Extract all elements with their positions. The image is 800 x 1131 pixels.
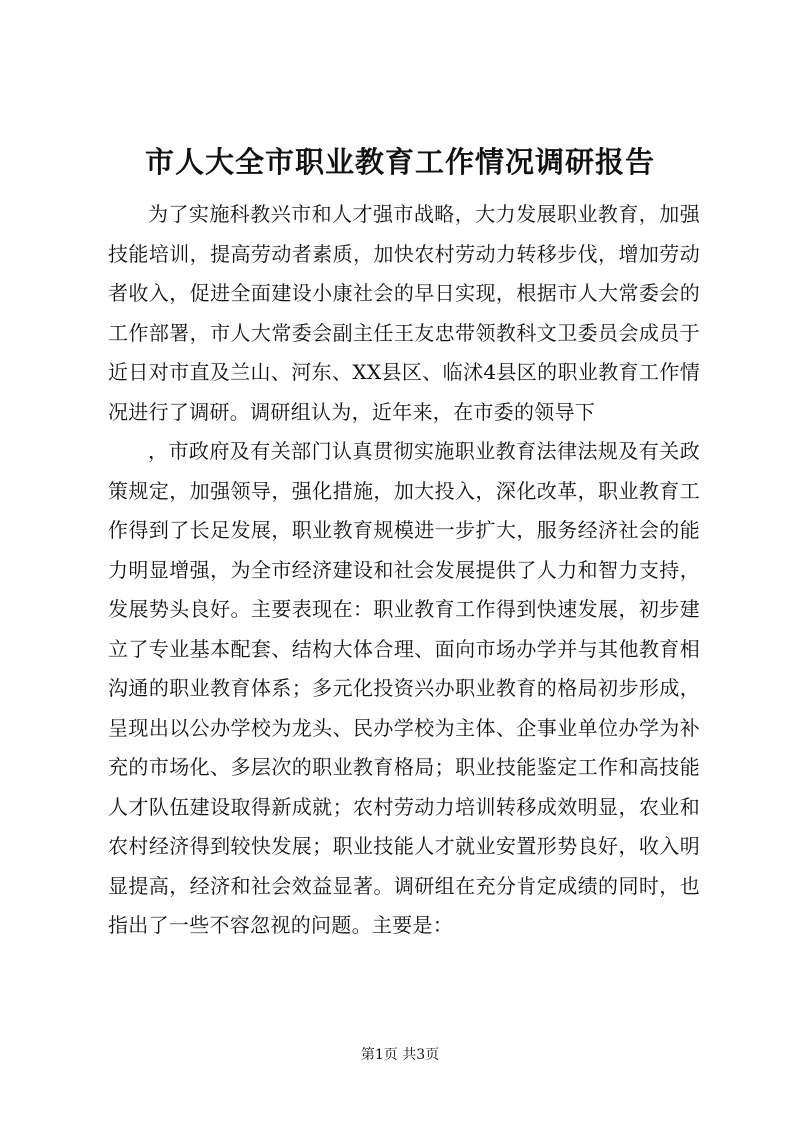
paragraph-1: 为了实施科教兴市和人才强市战略，大力发展职业教育，加强技能培训，提高劳动者素质，加快农村劳动力转移步伐，增加劳动者收入，促进全面建设小康社会的早日实现，根据市人大常委会的工作部署，市人大常委会副主任王友忠带领教科文卫委员会成员于近日对市直及兰山、河东、XX县区、临沭4县区的职业教育工作情况进行了调研。调研组认为，近年来，在市委的领导下 bbox=[108, 202, 700, 424]
document-body bbox=[108, 195, 700, 946]
page-footer: 第1页 共3页 bbox=[360, 1047, 440, 1063]
paragraph-2: ，市政府及有关部门认真贯彻实施职业教育法律法规及有关政策规定，加强领导，强化措施，加大投入，深化改革，职业教育工作得到了长足发展，职业教育规模进一步扩大，服务经济社会的能力明显增强，为全市经济建设和社会发展提供了人力和智力支持，发展势头良好。主要表现在：职业教育工作得到快速发展，初步建立了专业基本配套、结构大体合理、面向市场办学并与其他教育相沟通的职业教育体系；多元化投资兴办职业教育的格局初步形成，呈现出以公办学校为龙头、民办学校为主体、企事业单位办学为补充的市场化、多层次的职业教育格局；职业技能鉴定工作和高技能人才队伍建设取得新成就；农村劳动力培训转移成效明显，农业和农村经济得到较快发展；职业技能人才就业安置形势良好，收入明显提高，经济和社会效益显著。调研组在充分肯定成绩的同时，也指出了一些不容忽视的问题。主要是： bbox=[108, 439, 700, 937]
page-title: 市人大全市职业教育工作情况调研报告 bbox=[144, 145, 655, 179]
